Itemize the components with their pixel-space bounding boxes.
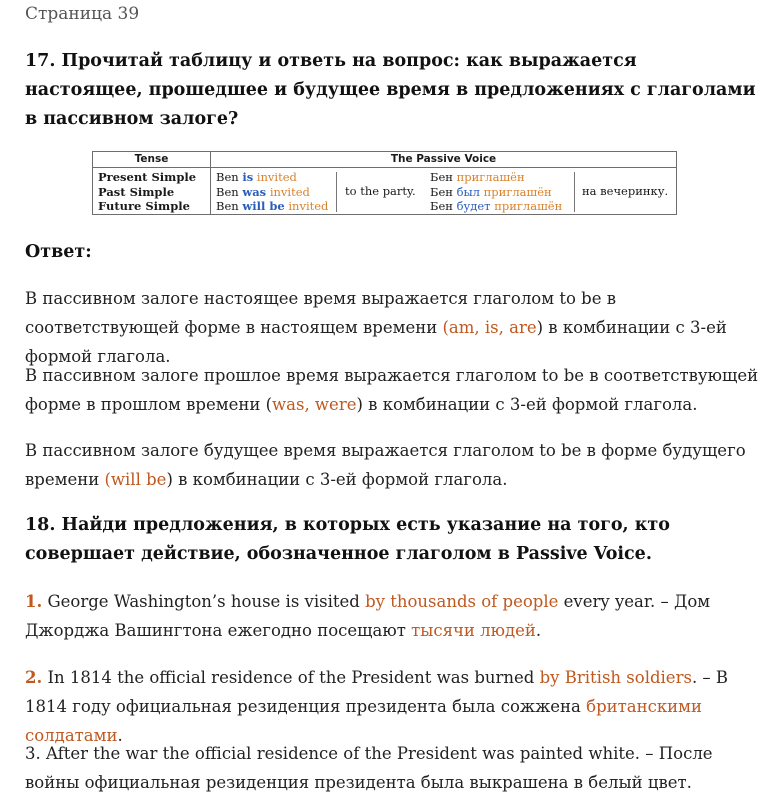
- table-column-divider: [210, 167, 211, 214]
- table-russian-examples: [430, 170, 562, 214]
- table-header-passive-voice: The Passive Voice: [211, 152, 676, 168]
- table-english-examples: [216, 170, 328, 214]
- table-russian-tail: на вечеринку.: [582, 184, 669, 198]
- passive-voice-table: [92, 151, 677, 215]
- table-english-row: Ben is invited: [216, 170, 297, 184]
- table-tense: Past Simple: [98, 184, 175, 199]
- table-english-tail: to the party.: [345, 184, 416, 198]
- task-18-item-3: 3. After the war the official residence of the President was painted white. – После войны официальная резиденция президента была выкрашена в белый цвет.: [25, 744, 713, 792]
- answer-label: Ответ:: [25, 242, 92, 262]
- table-bracket: [574, 172, 575, 212]
- task-18-title: 18. Найди предложения, в которых есть указание на того, кто совершает действие, обозначенное глаголом в Passive Voice.: [25, 515, 670, 564]
- table-english-row: Ben will be invited: [216, 199, 329, 213]
- page-number: Страница 39: [25, 4, 140, 24]
- table-tense: Present Simple: [98, 170, 197, 184]
- answer-paragraph-past: В пассивном залоге прошлое время выражается глаголом to be в соответствующей форме в прошлом времени (was, were) в комбинации с 3-ей формой глагола.: [25, 366, 759, 414]
- answer-paragraph-present: В пассивном залоге настоящее время выражается глаголом to be в соответствующей форме в настоящем времени (am, is, are) в комбинации с 3-ей формой глагола.: [25, 289, 727, 366]
- table-english-row: Ben was invited: [216, 184, 310, 199]
- table-russian-row: Бен приглашён: [430, 170, 525, 184]
- table-russian-row: Бен будет приглашён: [430, 199, 563, 213]
- task-17-title: 17. Прочитай таблицу и ответь на вопрос: как выражается настоящее, прошедшее и будущее время в предложениях с глаголами в пассивном залоге?: [25, 51, 756, 129]
- task-18-item-2: 2. In 1814 the official residence of the President was burned by British soldiers. – В 1814 году официальная резиденция президента была сожжена британскими солдатами.: [25, 668, 729, 745]
- task-18-item-1: 1. George Washington’s house is visited by thousands of people every year. – Дом Джорджа Вашингтона ежегодно посещают тысячи людей.: [25, 592, 711, 640]
- table-header-tense: Tense: [93, 152, 211, 168]
- table-russian-row: Бен был приглашён: [430, 184, 552, 199]
- table-bracket: [336, 172, 337, 212]
- answer-paragraph-future: В пассивном залоге будущее время выражается глаголом to be в форме будущего времени (will be) в комбинации с 3-ей формой глагола.: [25, 441, 746, 489]
- table-tense: Future Simple: [98, 199, 190, 213]
- table-tense-column: [98, 170, 210, 214]
